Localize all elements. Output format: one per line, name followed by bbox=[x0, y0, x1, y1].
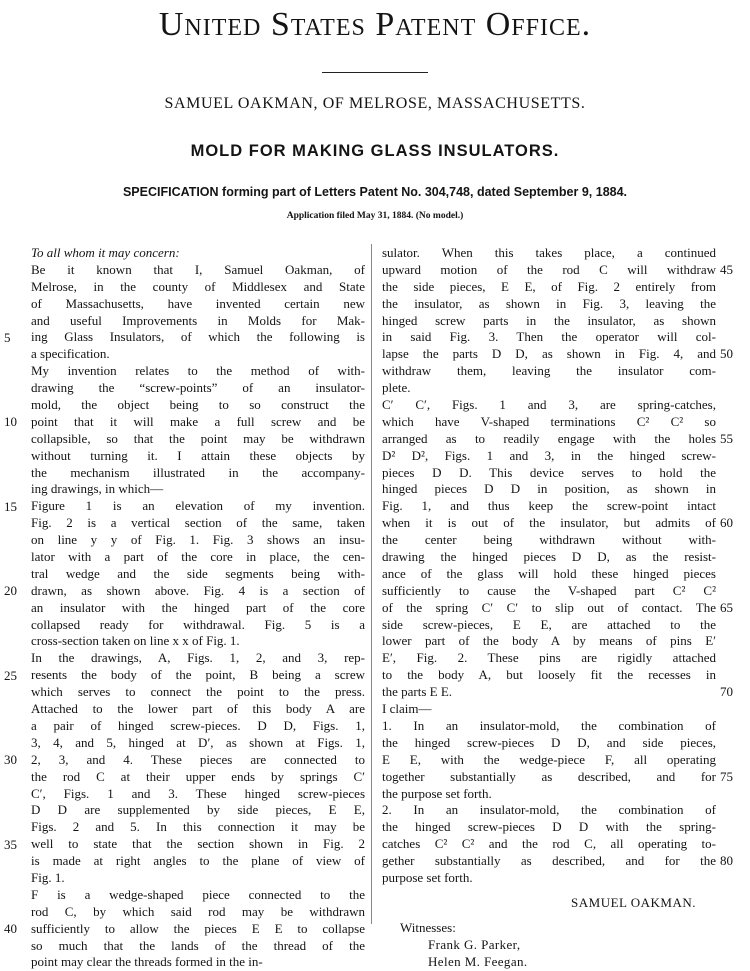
line-number: 60 bbox=[720, 515, 733, 531]
text-line: resents the body of the point, B being a screw bbox=[31, 667, 365, 683]
text-line: ing drawings, in which— bbox=[31, 481, 164, 497]
text-line: purpose set forth. bbox=[382, 869, 473, 885]
line-number: 50 bbox=[720, 346, 733, 362]
line-number: 80 bbox=[720, 853, 733, 869]
line-number: 75 bbox=[720, 768, 733, 784]
text-line: Figs. 2 and 5. In this connection it may be bbox=[31, 819, 365, 835]
text-line: D D are supplemented by side pieces, E E, bbox=[31, 802, 365, 818]
right-column bbox=[382, 245, 716, 970]
text-line: E′, Fig. 2. These pins are rigidly attached bbox=[382, 650, 716, 666]
specification-line: SPECIFICATION forming part of Letters Patent No. 304,748, dated September 9, 1884. bbox=[122, 185, 628, 199]
line-number: 55 bbox=[720, 430, 733, 446]
text-line: the hinged screw-pieces D D, and side pieces, bbox=[382, 734, 716, 750]
text-line: E E, with the wedge-piece F, all operating bbox=[382, 751, 716, 767]
invention-title: MOLD FOR MAKING GLASS INSULATORS. bbox=[190, 142, 560, 160]
text-line: Helen M. Feegan. bbox=[428, 953, 528, 969]
text-line: SAMUEL OAKMAN. bbox=[571, 894, 696, 910]
text-line: Figure 1 is an elevation of my invention. bbox=[31, 498, 365, 514]
line-number: 45 bbox=[720, 261, 733, 277]
text-line: the side pieces, E E, of Fig. 2 entirely from bbox=[382, 278, 716, 294]
text-line: Be it known that I, Samuel Oakman, of bbox=[31, 261, 365, 277]
text-line: the parts E E. bbox=[382, 684, 453, 700]
text-line: side screw-pieces, E E, are attached to the bbox=[382, 616, 716, 632]
text-line: the hinged screw-pieces D D with the spring- bbox=[382, 819, 716, 835]
text-line: Witnesses: bbox=[400, 919, 456, 935]
text-line: Melrose, in the county of Middlesex and State bbox=[31, 278, 365, 294]
line-number: 25 bbox=[4, 667, 17, 683]
text-line: the center being withdrawn without with- bbox=[382, 532, 716, 548]
line-number: 65 bbox=[720, 599, 733, 615]
text-line: arranged as to readily engage with the holes bbox=[382, 430, 716, 446]
left-column bbox=[31, 245, 365, 971]
text-line: withdraw them, leaving the insulator com- bbox=[382, 363, 716, 379]
text-line: upward motion of the rod C will withdraw bbox=[382, 261, 716, 277]
text-line: Fig. 1, and thus keep the screw-point intact bbox=[382, 498, 716, 514]
text-line: well to state that the section shown in Fig. 2 bbox=[31, 836, 365, 852]
text-line: of the spring C′ C′ to slip out of contact. The bbox=[382, 599, 716, 615]
text-line: which have V-shaped terminations C² C² so bbox=[382, 413, 716, 429]
text-line: drawing the hinged pieces D D, as the resist- bbox=[382, 549, 716, 565]
text-line: of Massachusetts, have invented certain new bbox=[31, 295, 365, 311]
text-line: catches C² C² and the rod C, all operating to- bbox=[382, 836, 716, 852]
text-line: and useful Improvements in Molds for Mak- bbox=[31, 312, 365, 328]
text-line: point that it will make a full screw and be bbox=[31, 413, 365, 429]
patent-office-title: United States Patent Office. bbox=[158, 6, 592, 43]
text-line: hinged pieces D D in position, as shown in bbox=[382, 481, 716, 497]
text-line: when it is out of the insulator, but admits of bbox=[382, 515, 716, 531]
title-rule bbox=[322, 72, 428, 73]
text-line: To all whom it may concern: bbox=[31, 245, 180, 260]
text-line: I claim— bbox=[382, 701, 432, 717]
text-line: hinged screw parts in the insulator, as shown bbox=[382, 312, 716, 328]
text-line: 3, 4, and 5, hinged at D′, as shown at Figs. 1, bbox=[31, 734, 365, 750]
text-line: a specification. bbox=[31, 346, 110, 362]
text-line: plete. bbox=[382, 380, 411, 396]
text-line: mold, the object being to so construct the bbox=[31, 397, 365, 413]
text-line: Attached to the lower part of this body A are bbox=[31, 701, 365, 717]
text-line: cross-section taken on line x x of Fig. 1. bbox=[31, 633, 240, 649]
text-line: point may clear the threads formed in the in- bbox=[31, 954, 263, 970]
text-line: which serves to connect the point to the press. bbox=[31, 684, 365, 700]
text-line: lower part of the body A by means of pins E′ bbox=[382, 633, 716, 649]
text-line: ance of the glass will hold these hinged pieces bbox=[382, 565, 716, 581]
text-line: to the body A, but loosely fit the recesses in bbox=[382, 667, 716, 683]
text-line: collapsible, so that the point may be withdrawn bbox=[31, 430, 365, 446]
text-line: on line y y of Fig. 1. Fig. 3 shows an insu- bbox=[31, 532, 365, 548]
text-line: the mechanism illustrated in the accompany- bbox=[31, 464, 365, 480]
text-line: rod C, by which said rod may be withdrawn bbox=[31, 903, 365, 919]
text-line: tral wedge and the side segments being with- bbox=[31, 565, 365, 581]
text-line: pieces D D. This device serves to hold the bbox=[382, 464, 716, 480]
line-number: 30 bbox=[4, 752, 17, 767]
text-line: 1. In an insulator-mold, the combination of bbox=[382, 717, 716, 733]
text-line: the rod C at their upper ends by springs C′ bbox=[31, 768, 365, 784]
text-line: drawn, as shown above. Fig. 4 is a section of bbox=[31, 582, 365, 598]
line-number: 40 bbox=[4, 921, 17, 936]
text-line: Frank G. Parker, bbox=[428, 936, 521, 952]
text-line: 2, 3, and 4. These pieces are connected to bbox=[31, 751, 365, 767]
text-line: an insulator with the hinged part of the core bbox=[31, 599, 365, 615]
text-line: Fig. 2 is a vertical section of the same, taken bbox=[31, 515, 365, 531]
text-line: lapse the parts D D, as shown in Fig. 4, and bbox=[382, 346, 716, 362]
line-number: 5 bbox=[4, 329, 11, 345]
text-line: lator with a part of the core in place, the cen- bbox=[31, 549, 365, 565]
text-line: the purpose set forth. bbox=[382, 785, 492, 801]
text-line: in said Fig. 3. Then the operator will col- bbox=[382, 329, 716, 345]
text-line: so much that the lands of the thread of the bbox=[31, 937, 365, 953]
text-line: C′, Figs. 1 and 3. These hinged screw-pieces bbox=[31, 785, 365, 801]
text-line: ing Glass Insulators, of which the following is bbox=[31, 329, 365, 345]
text-line: D² D², Figs. 1 and 3, in the hinged screw- bbox=[382, 447, 716, 463]
line-number: 35 bbox=[4, 836, 17, 852]
text-line: 2. In an insulator-mold, the combination of bbox=[382, 802, 716, 818]
text-line: collapsed ready for withdrawal. Fig. 5 is a bbox=[31, 616, 365, 632]
text-line: the insulator, as shown in Fig. 3, leaving the bbox=[382, 295, 716, 311]
inventor-line: SAMUEL OAKMAN, OF MELROSE, MASSACHUSETTS. bbox=[164, 95, 586, 112]
text-line: a pair of hinged screw-pieces. D D, Figs. 1, bbox=[31, 717, 365, 733]
text-line: In the drawings, A, Figs. 1, 2, and 3, rep- bbox=[31, 650, 365, 666]
line-number: 10 bbox=[4, 414, 17, 429]
column-divider bbox=[371, 244, 372, 924]
line-number: 70 bbox=[720, 684, 733, 700]
line-number: 15 bbox=[4, 498, 17, 514]
application-filed-line: Application filed May 31, 1884. (No model.) bbox=[286, 211, 464, 221]
text-line: sufficiently to cause the V-shaped part C² C² bbox=[382, 582, 716, 598]
text-line: C′ C′, Figs. 1 and 3, are spring-catches, bbox=[382, 397, 716, 413]
text-line: gether substantially as described, and for the bbox=[382, 853, 716, 869]
text-line: without turning it. I attain these objects by bbox=[31, 447, 365, 463]
text-line: My invention relates to the method of with- bbox=[31, 363, 365, 379]
text-line: sufficiently to allow the pieces E E to collapse bbox=[31, 920, 365, 936]
text-line: sulator. When this takes place, a continued bbox=[382, 245, 716, 260]
text-line: Fig. 1. bbox=[31, 869, 65, 885]
text-line: together substantially as described, and for bbox=[382, 768, 716, 784]
line-number: 20 bbox=[4, 583, 17, 598]
text-line: F is a wedge-shaped piece connected to the bbox=[31, 886, 365, 902]
text-line: drawing the “screw-points” of an insulator- bbox=[31, 380, 365, 396]
text-line: is made at right angles to the plane of view of bbox=[31, 853, 365, 869]
